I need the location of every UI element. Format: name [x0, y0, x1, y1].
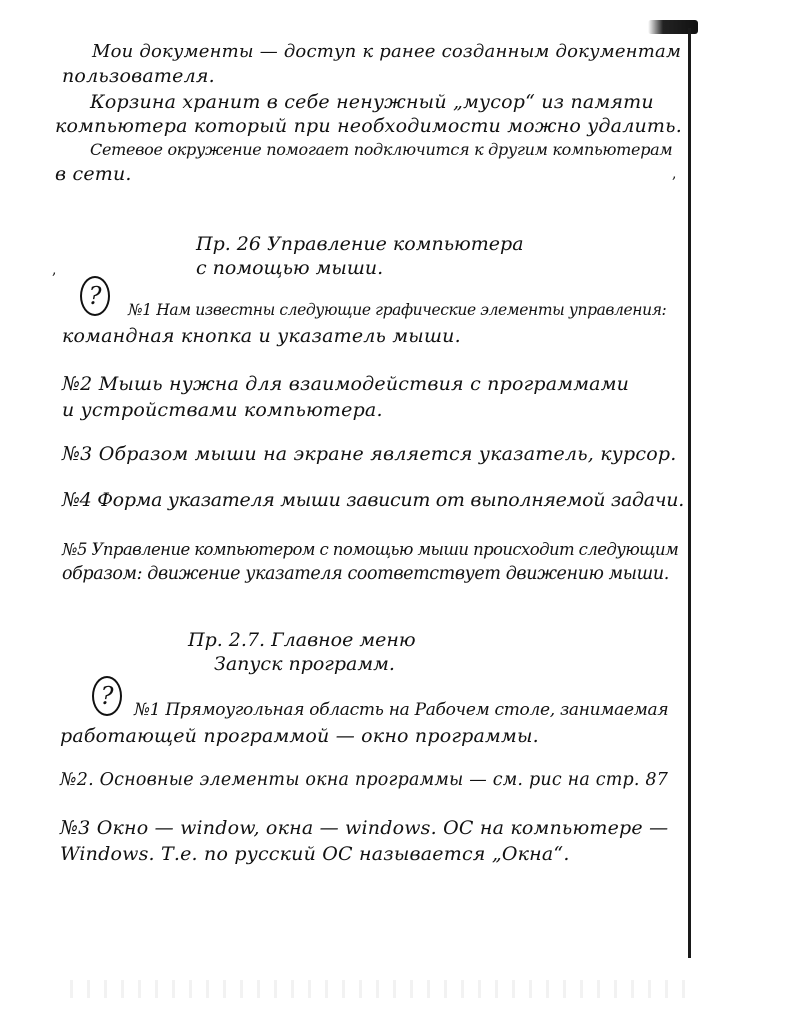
task-line: №4 Форма указателя мыши зависит от выполняемой задачи. [62, 489, 684, 511]
text-line: компьютера который при необходимости можно удалить. [55, 115, 682, 137]
scan-noise [70, 980, 690, 998]
question-mark-icon: ? [92, 676, 122, 716]
question-mark-icon: ? [80, 276, 110, 316]
task-line: Windows. Т.е. по русский ОС называется „Окна“. [60, 843, 570, 865]
task-line: №1 Нам известны следующие графические элементы управления: [128, 301, 667, 319]
task-line: №3 Окно — window, окна — windows. ОС на компьютере — [60, 817, 669, 839]
text-line: пользователя. [62, 65, 215, 87]
text-line: Мои документы — доступ к ранее созданным документам [92, 41, 682, 62]
task-line: образом: движение указателя соответствует движению мыши. [62, 564, 669, 584]
text-line: Сетевое окружение помогает подключится к другим компьютерам [90, 140, 673, 159]
section-subtitle: Запуск программ. [214, 653, 395, 675]
task-line: №5 Управление компьютером с помощью мыши происходит следующим [62, 540, 679, 559]
task-line: №2. Основные элементы окна программы — см. рис на стр. 87 [60, 770, 669, 790]
task-line: №2 Мышь нужна для взаимодействия с программами [62, 373, 630, 395]
section-title: Пр. 2.7. Главное меню [188, 629, 416, 651]
task-line: и устройствами компьютера. [62, 399, 383, 421]
task-line: командная кнопка и указатель мыши. [62, 325, 461, 347]
text-line: Корзина хранит в себе ненужный „мусор“ из памяти [90, 91, 654, 113]
margin-line [688, 28, 691, 958]
task-line: работающей программой — окно программы. [60, 725, 539, 747]
section-title: Пр. 26 Управление компьютера [196, 233, 524, 255]
section-subtitle: с помощью мыши. [196, 257, 384, 279]
text-line: в сети. [55, 163, 132, 185]
task-line: №3 Образом мыши на экране является указатель, курсор. [62, 443, 677, 465]
stray-mark: , [52, 262, 57, 278]
stray-mark: , [672, 166, 677, 182]
task-line: №1 Прямоугольная область на Рабочем столе, занимаемая [134, 700, 669, 720]
